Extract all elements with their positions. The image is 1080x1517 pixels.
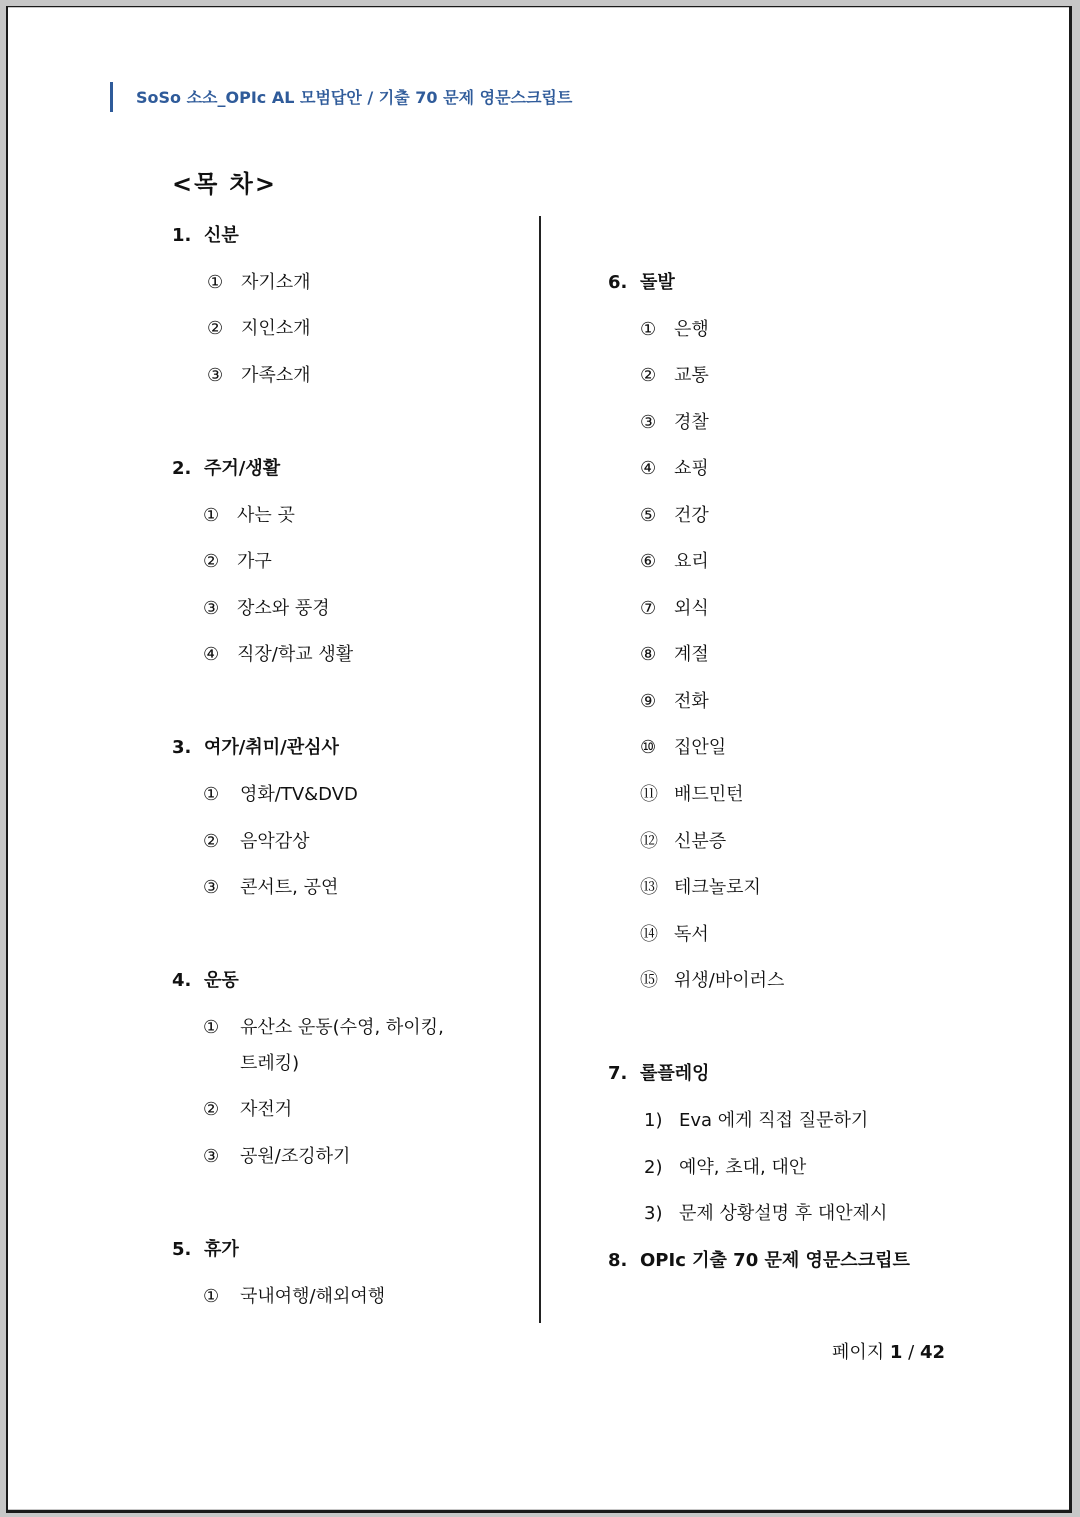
item-marker: ① (203, 1286, 220, 1307)
item-label: 문제 상황설명 후 대안제시 (679, 1203, 888, 1224)
toc-item[interactable] (640, 547, 709, 573)
toc-item[interactable] (640, 687, 709, 713)
item-marker: ⑦ (640, 598, 657, 619)
item-label: 영화/TV&DVD (240, 784, 358, 805)
item-marker: ⑤ (640, 505, 657, 526)
item-marker: ⑨ (640, 691, 657, 712)
toc-title: <목 차> (172, 170, 277, 198)
section-label: 여가/취미/관심사 (204, 737, 339, 758)
item-label: 독서 (674, 924, 709, 945)
item-label: 계절 (674, 644, 709, 665)
section-number: 1. (172, 225, 192, 246)
item-marker: ③ (203, 877, 220, 898)
item-marker: ⑥ (640, 551, 657, 572)
section-label: 휴가 (204, 1239, 239, 1260)
toc-item[interactable] (640, 873, 761, 899)
page-number-footer (832, 1338, 945, 1364)
section-number: 3. (172, 737, 192, 758)
toc-section[interactable] (608, 1059, 710, 1085)
section-label: 주거/생활 (204, 458, 281, 479)
item-label: 가구 (237, 551, 272, 572)
section-number: 8. (608, 1250, 628, 1271)
item-marker: ① (207, 272, 224, 293)
item-label: 건강 (674, 505, 709, 526)
item-label: 직장/학교 생활 (237, 644, 354, 665)
item-label: 콘서트, 공연 (240, 877, 339, 898)
item-marker: ③ (207, 365, 224, 386)
item-label: Eva 에게 직접 질문하기 (679, 1110, 869, 1131)
item-marker: ④ (203, 644, 220, 665)
section-number: 4. (172, 970, 192, 991)
item-marker: 3) (644, 1203, 663, 1224)
toc-item[interactable] (203, 780, 358, 806)
item-label: 은행 (674, 319, 709, 340)
item-label: 장소와 풍경 (237, 598, 330, 619)
item-marker: ③ (203, 1146, 220, 1167)
toc-item[interactable] (207, 268, 311, 294)
toc-item[interactable] (203, 1095, 292, 1121)
toc-item[interactable] (640, 733, 726, 759)
section-label: 돌발 (640, 272, 675, 293)
item-label: 집안일 (674, 737, 727, 758)
item-marker: ⑮ (640, 970, 658, 991)
item-label: 자전거 (240, 1099, 293, 1120)
item-label: 외식 (674, 598, 709, 619)
toc-section[interactable] (172, 1235, 239, 1261)
toc-item[interactable] (640, 640, 709, 666)
item-label: 예약, 초대, 대안 (679, 1157, 807, 1178)
document-header: SoSo 소소_OPIc AL 모범답안 / 기출 70 문제 영문스크립트 (136, 88, 573, 107)
item-marker: ⑭ (640, 924, 658, 945)
toc-item[interactable] (203, 1282, 385, 1308)
item-label: 가족소개 (241, 365, 311, 386)
item-label: 공원/조깅하기 (240, 1146, 351, 1167)
current-page: 1 (889, 1342, 903, 1363)
section-label: OPIc 기출 70 문제 영문스크립트 (640, 1250, 910, 1271)
page-separator: / (908, 1342, 915, 1363)
item-marker: ⑫ (640, 831, 658, 852)
toc-item[interactable] (207, 361, 311, 387)
item-label: 국내여행/해외여행 (240, 1286, 386, 1307)
item-label: 음악감상 (240, 831, 310, 852)
toc-section[interactable] (172, 966, 239, 992)
item-marker: ⑪ (640, 784, 658, 805)
toc-item[interactable] (203, 594, 330, 620)
toc-item[interactable] (203, 1142, 350, 1168)
toc-item[interactable] (640, 361, 709, 387)
section-number: 6. (608, 272, 628, 293)
item-marker: ③ (640, 412, 657, 433)
toc-item[interactable] (644, 1106, 868, 1132)
toc-section[interactable] (172, 733, 339, 759)
section-number: 7. (608, 1063, 628, 1084)
item-label: 테크놀로지 (674, 877, 761, 898)
toc-item[interactable] (207, 314, 311, 340)
toc-item[interactable] (640, 315, 709, 341)
item-label: 위생/바이러스 (674, 970, 785, 991)
toc-section[interactable] (172, 454, 280, 480)
toc-item[interactable] (640, 408, 709, 434)
toc-item[interactable] (640, 454, 709, 480)
toc-item[interactable] (640, 780, 744, 806)
section-label: 롤플레잉 (640, 1063, 710, 1084)
item-label: 경찰 (674, 412, 709, 433)
toc-item[interactable] (203, 873, 338, 899)
toc-item[interactable] (640, 501, 709, 527)
item-label: 배드민턴 (674, 784, 744, 805)
item-label: 신분증 (674, 831, 727, 852)
item-marker: ① (203, 784, 220, 805)
item-marker: ② (203, 831, 220, 852)
item-label: 요리 (674, 551, 709, 572)
item-marker: ① (203, 505, 220, 526)
toc-item[interactable] (644, 1199, 887, 1225)
toc-item[interactable] (640, 827, 726, 853)
item-label: 쇼핑 (674, 458, 709, 479)
section-number: 2. (172, 458, 192, 479)
item-marker: ② (203, 551, 220, 572)
item-marker: ② (207, 318, 224, 339)
section-label: 신분 (204, 225, 239, 246)
toc-item[interactable] (203, 547, 272, 573)
toc-item[interactable] (203, 827, 310, 853)
item-label: 사는 곳 (237, 505, 295, 526)
item-marker: ④ (640, 458, 657, 479)
item-marker: ⑧ (640, 644, 657, 665)
item-marker: 2) (644, 1157, 663, 1178)
total-pages: 42 (919, 1342, 945, 1363)
toc-item[interactable] (203, 501, 295, 527)
item-marker: ② (640, 365, 657, 386)
item-marker: ⑩ (640, 737, 657, 758)
item-marker: ③ (203, 598, 220, 619)
item-marker: ② (203, 1099, 220, 1120)
item-label: 유산소 운동(수영, 하이킹, (240, 1017, 444, 1038)
header-accent-bar (110, 82, 113, 112)
item-marker: ① (203, 1017, 220, 1038)
section-number: 5. (172, 1239, 192, 1260)
toc-item[interactable] (640, 594, 709, 620)
item-label: 지인소개 (241, 318, 311, 339)
toc-item[interactable] (640, 966, 784, 992)
item-marker: ⑬ (640, 877, 658, 898)
item-marker: ① (640, 319, 657, 340)
item-label: 자기소개 (241, 272, 311, 293)
toc-item[interactable] (640, 920, 709, 946)
toc-item[interactable] (644, 1153, 806, 1179)
item-marker: 1) (644, 1110, 663, 1131)
toc-item[interactable] (203, 1013, 444, 1039)
item-label: 교통 (674, 365, 709, 386)
page-label: 페이지 (831, 1342, 885, 1363)
toc-section[interactable] (172, 221, 239, 247)
item-label: 전화 (674, 691, 709, 712)
section-label: 운동 (204, 970, 239, 991)
column-divider (539, 216, 541, 1323)
item-label-continuation: 트레킹) (240, 1053, 300, 1074)
toc-section[interactable] (608, 1246, 910, 1272)
toc-item[interactable] (203, 640, 353, 666)
toc-section[interactable] (608, 268, 675, 294)
